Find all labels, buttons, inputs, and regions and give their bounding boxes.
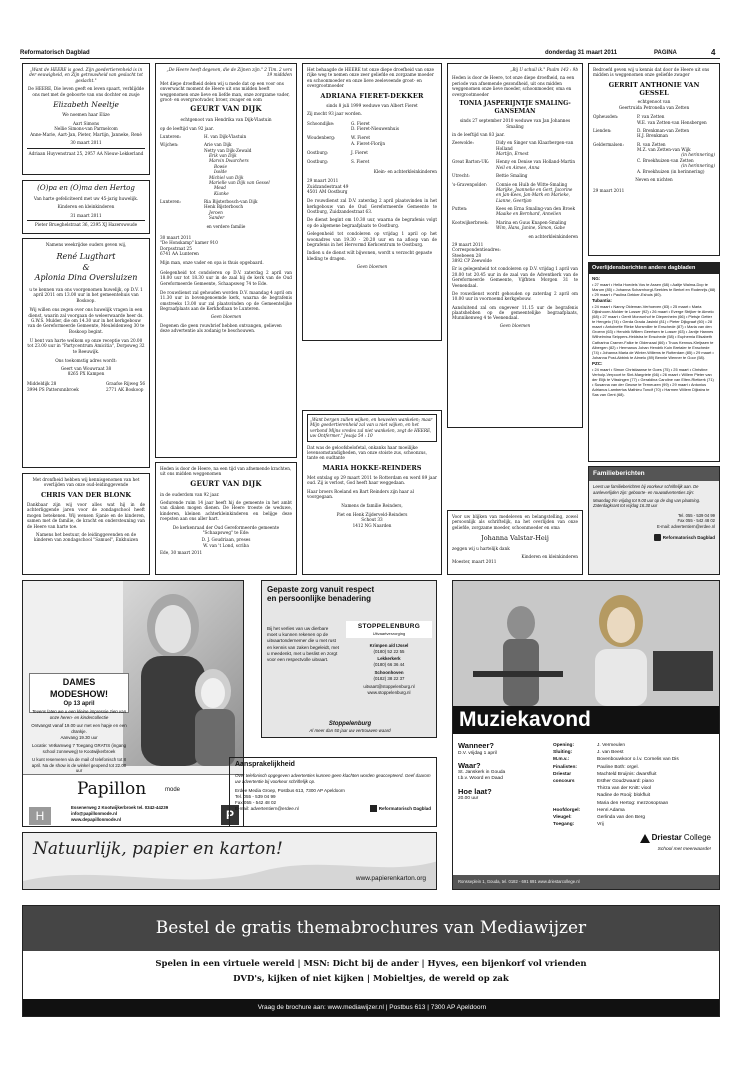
place: Opheusden: xyxy=(593,114,619,120)
birth-announcement xyxy=(22,63,150,175)
relative: M.Z. van Zetten-van Wijk xyxy=(637,147,691,152)
brand-subtitle: mode xyxy=(165,787,181,793)
text: Met diepe droefheid delen wij u mede dat op een voor ons onverwacht moment de Heere uit ons midden heeft weggenomen onze lieve en liefde man, onze zorgzame vader, groot- en overgrootvader, broer, zwager en oom xyxy=(160,80,290,102)
header-date: donderdag 31 maart 2011 xyxy=(545,50,618,56)
text: Mijn man, onze vader en opa is thuis opgebaard. xyxy=(160,260,264,266)
text: U kunt reserveren via de mail of telefonisch tot 8 april. Na de show is de winkel geopend tot 22.00 uur xyxy=(31,756,127,774)
headline: Bestel de gratis themabrochures van Mediawijzer xyxy=(23,906,719,951)
relative: Isolde xyxy=(214,169,227,175)
program-role: Opening: xyxy=(553,743,575,748)
text: Klein- en achterkleinkinderen xyxy=(373,168,437,174)
question: Wanneer? xyxy=(458,741,494,750)
logo-text: Reformatorisch Dagblad xyxy=(378,805,431,811)
wedding-announcement xyxy=(22,238,150,468)
program-row xyxy=(553,764,718,771)
place: Woudenberg: xyxy=(307,135,336,141)
date: Ede, 30 maart 2011 xyxy=(160,550,203,556)
phone: Tel. 055 - 539 04 99 xyxy=(235,794,276,800)
place: Lunteren: xyxy=(160,133,181,139)
age-line: Zij mocht 93 jaar worden. xyxy=(307,111,363,117)
text: Dankbaar zijn wij voor alles wat hij in de achterliggende jaren voor de zondagschool heeft mogen betekenen. Wij wensen Sjanie en de kinderen, samen met de familie, de kracht en ondersteuning van de Heere van harte toe. xyxy=(27,502,145,529)
text: Indien u de dienst wilt bijwonen, wordt u verzocht gepaste kleding te dragen. xyxy=(307,250,433,261)
mediawijzer-ad xyxy=(22,905,720,1017)
deceased-name: CHRIS VAN DER BLONK xyxy=(40,490,132,499)
logo-icon xyxy=(370,805,377,812)
text: Over telefonisch opgegeven advertenties kunnen geen klachten worden geaccepteerd. Geef daarom uw advertentie bij voorkeur schriftelijk op. xyxy=(235,772,431,784)
paper-name: PZC: xyxy=(592,360,603,366)
age-line: in de leeftijd van 83 jaar. xyxy=(452,131,505,137)
program-performer: J. van Beest xyxy=(597,750,624,756)
date: Moester, maart 2011 xyxy=(452,559,497,565)
place: Kootwijkerbroek: xyxy=(452,219,489,225)
parent-address: 2771 AK Boskoop xyxy=(105,386,144,392)
relative: Didy en Singer van Klaarbergen-van Holland xyxy=(496,140,574,151)
text: Leest uw familieberichten bij voorkeur schriftelijk aan. De aanleverlijden zijn: geboorte- en rouwadvertenties zijn: xyxy=(593,484,699,495)
date: 30 maart 2011 xyxy=(160,234,192,240)
other-papers-obituaries xyxy=(588,262,720,462)
address: Dorpsstraat 25 xyxy=(160,245,192,251)
place: Lienden: xyxy=(593,127,612,133)
email: E-mail: advertentiern@erdee.nl xyxy=(235,805,299,811)
program-role: Vleugel: xyxy=(553,814,572,820)
text: in de ouderdom van 92 jaar. xyxy=(160,491,220,497)
family-member: Aart Simons xyxy=(72,120,100,126)
relative: Martijn, Ernest xyxy=(496,151,529,157)
program-role: concours xyxy=(553,778,575,784)
relative-note: (in herinnering) xyxy=(681,152,715,158)
text: Heden is door de Heere, na een tijd van afnemende krachten, uit ons midden weggenomen xyxy=(160,466,292,477)
models-photo xyxy=(123,581,243,766)
deceased-name: TONIA JASPERIJNTJE SMALING-GANSEMAN xyxy=(459,99,571,115)
spouse-line: sinds 27 september 2010 weduwe van Jan Johannes Smaling xyxy=(459,118,571,129)
relative: P. van Zetten xyxy=(637,114,665,120)
program-role xyxy=(553,792,597,799)
program-performer: Machteld Bruijnis: dwarsfluit xyxy=(597,771,657,777)
relative: Maaike en Bernhard, Annelien xyxy=(496,211,562,217)
anniversary-announcement xyxy=(22,180,150,234)
text: Van harte gefeliciteerd met uw 45-jarig huwelijk. xyxy=(33,195,139,201)
email: E-mail: advertentiern@erdee.nl xyxy=(656,523,715,529)
footer-address: Ronsseplein 1, Gouda, tel. 0182 - 691 691 www.driestarcollege.nl xyxy=(453,875,720,889)
date: 29 maart 2011 xyxy=(307,178,339,184)
relative: Henk Bijsterbosch xyxy=(204,204,244,210)
music-evening-ad xyxy=(452,580,720,890)
text: De rouwdienst zal D.V. zaterdag 2 april plaatsvinden in het kerkgebouw van de Oud Gereformeerde Gemeente te Oostburg, Zuidzandestraat 63. xyxy=(307,198,437,215)
place: Great Barton-UK: xyxy=(452,159,490,165)
musicians-illustration xyxy=(453,581,720,706)
ampersand: & xyxy=(82,262,90,272)
program-performer: Gerlinda van den Berg xyxy=(597,814,645,820)
relative: Sander xyxy=(209,215,225,221)
section-title: Familieberichten xyxy=(589,467,719,481)
question: Hoe laat? xyxy=(458,786,492,796)
relative: D. Brenkman-van Zetten xyxy=(637,127,690,133)
phone: (0180) 52 22 55 xyxy=(373,648,405,654)
no-flowers: Geen bloemen xyxy=(356,264,388,270)
text: u te kennen van ons voorgenomen huwelijk, op D.V. 1 april 2011 om 13.00 uur in het gemeentehuis van Boskoop. xyxy=(29,287,143,303)
signature: W. van 't Lond, scriba xyxy=(203,542,249,548)
program-row xyxy=(553,821,718,828)
phone: (0180) 66 36 44 xyxy=(373,662,405,668)
bride-name: Aplonia Dina Oversluizen xyxy=(34,272,138,282)
spouse-line: echtgenoot van xyxy=(637,99,671,105)
brand-name: Driestar xyxy=(651,833,682,842)
relative: H. van Dijk-Vlastuin xyxy=(204,133,247,139)
text: Er is gelegenheid tot condoleren op D.V. vrijdag 1 april van 20.00 tot 20.45 uur in de zaal van de Adventkerk van de Gereformeerde Gemeente, Vijfhten Morgen 31 te Veenendaal. xyxy=(452,266,578,288)
address: 4501 AM Oostburg xyxy=(307,188,348,194)
obituary-geurt-van-dijk-family xyxy=(155,63,297,458)
signature: D. J. Goudriaan, preses xyxy=(201,537,251,543)
logo-text: Reformatorisch Dagblad xyxy=(662,534,715,540)
text: zeggen wij u hartelijk dank xyxy=(452,546,510,552)
text: Neven en nichten xyxy=(635,176,673,182)
fax: Fax 055 - 542 48 02 xyxy=(235,799,277,805)
deceased-name: ADRIANA FIERET-DEKKER xyxy=(320,91,424,100)
no-flowers: Geen bloemen xyxy=(499,322,531,328)
obituary-tonia-smaling xyxy=(447,63,583,428)
address: Geert van Wouwraat 38 xyxy=(60,365,112,371)
program-row xyxy=(553,778,718,785)
program-row xyxy=(553,771,718,778)
website: www.depapillonmode.nl xyxy=(71,817,122,823)
no-flowers: Geen bloemen xyxy=(210,314,242,320)
program-row xyxy=(553,814,718,821)
deceased-name: MARIA HOKKE-REINDERS xyxy=(322,463,422,472)
date: 31 maart 2011 xyxy=(70,212,102,218)
headline: Gepaste zorg vanuit respect en persoonlijke benadering xyxy=(267,585,375,604)
deceased-name: Johanna Valstar-Heij xyxy=(481,534,549,543)
thank-you-announcement xyxy=(447,510,583,575)
quote: „De Heere heeft degeven, die de Zijnen zijn." 2 Tim. 2 vers 19 middden xyxy=(166,67,292,78)
relative: S. Fieret xyxy=(351,159,370,165)
slogan: Natuurlijk, papier en karton! xyxy=(33,839,283,859)
quote: „Want de HEERE is goed. Zijn goedertierenheid is in der eeuwigheid, en Zijn getrouwheid van geslacht tot geslacht." xyxy=(29,67,143,83)
text: Bedroefd geven wij u kennis dat door de Heere uit ons midden is weggenomen onze geliefde zwager xyxy=(593,67,710,78)
text: Maandag t/m vrijdag tot 9.00 uur op de dag van plaatsing. Zaterdagkrant tot vrijdag 16.30 uur xyxy=(593,498,701,509)
relative: Jeroen xyxy=(209,209,223,215)
parent-address: 3994 PS Pattersnnbroek xyxy=(27,386,79,392)
parent-address: Middeldijk 28 xyxy=(27,381,57,387)
answer: D.V. vrijdag 1 april xyxy=(458,750,497,756)
child-name: Elizabeth Neeltje xyxy=(53,99,119,109)
relative: J. Fieret xyxy=(351,150,368,156)
obituary-list: • 24 maart • Nanny Oldeman-Verhoeven (83) • 25 maart • Maria Dijkshoorn-Molder te Losser (92) • 26 maart • Everge Strijker te Almelo (68) • 27 maart • Gerrit Monrunhof te Diepenheim (66) • Pietsje Getter te Hengelo (74) • Gerda Grada Jasinki (81) • Pieter Dijkgraaf (60) • 28 maart • Antoinette Rieke Morsmilier te Enschede (87) • Maria van den Groenn (63) • Hendrik Willem Geertsen te Losser (63) • Jantje Hannes Wilhelmina Seippers-Heldstra te Enschede (58) • Euphemia Elisabeth Catharina Cramer-Falke te Oldenzaal (66) • Truus Kennus-Kleijssen te Albergen (82) • Hermanus Johan Hendrik Kuin Bretaler te Enschede (74) • Johanna Maria de Winter-Willems te Rotterdam (85) • 29 maart • Johanna Post-Abbink te Almelo (89) Bennie Wenner te Goor (58). xyxy=(592,303,714,360)
obituary-gerrit-van-gessel xyxy=(588,63,720,256)
relative: W. Fieret xyxy=(351,135,371,141)
place: 's-Gravenpolder: xyxy=(452,181,488,187)
page-label: PAGINA xyxy=(654,50,677,56)
address: Zuidzandestraat 49 xyxy=(307,183,349,189)
place: Oostburg: xyxy=(307,150,329,156)
place: Putten: xyxy=(452,206,468,212)
relative: Wim, Hans, Janine, Simon, Gabe xyxy=(496,225,565,231)
phone: Tel. 055 - 539 04 99 xyxy=(677,512,715,518)
relative: Kianke xyxy=(214,190,229,196)
text: Ontvangst vanaf 19.00 uur met een hapje en een drankje. xyxy=(31,722,127,734)
brochure-list: DVD's, kijken of niet kijken | Mobieltjes, de wereld op zak xyxy=(233,973,509,984)
paper-name: Reformatorisch Dagblad xyxy=(20,50,90,56)
obituary-list: • 24 maart • Simon Christiaanse te Goes (75) • 25 maart • Christine Verholp-Verpoort te Sint-Margriete (66) • 26 maart • Willem Pieter van der Elijk te Vlissingen (77) • Geraldina Caroline van Elten-Rietkerk (71) • Susanna van der Geuwe te Terneuzen (99) • 29 maart • Antonius Adrianus Lambertus Mathieu Toncif (70) • Harmen Willem Dijkstra te Sas van Gent (68). xyxy=(592,366,714,398)
address: 3892 CP Zeewolde xyxy=(452,258,492,264)
brand-name: Stoppelenburg xyxy=(328,720,372,727)
signature: Namens het bestuur, de leidinggevenden en de kinderen van zondagschool "Samuel", Enkhuizen xyxy=(33,531,139,543)
date: 29 maart 2011 xyxy=(593,188,625,194)
deceased-name: GERRIT ANTHONIE VAN GESSEL xyxy=(608,80,700,98)
program-row xyxy=(553,749,718,756)
relative: Henny en Denise van Holland-Martin xyxy=(496,159,576,165)
program-row xyxy=(553,792,718,799)
address: "De Honskamp" kamer 910 xyxy=(160,240,218,246)
obituary-adriana-fieret xyxy=(302,63,442,341)
program-role: Toegang: xyxy=(553,822,575,828)
text: en verdere familie xyxy=(206,223,246,229)
date: 30 maart 2011 xyxy=(70,139,102,145)
order-info: Vraag de brochure aan: www.mediawijzer.nl | Postbus 613 | 7300 AP Apeldoorn xyxy=(23,999,720,1016)
deceased-name: GEURT VAN DIJK xyxy=(190,478,262,488)
text: De dienst begint om 10.30 uur, waarna de begrafenis volgt op de algemene begraafplaats te Oostburg. xyxy=(307,217,437,228)
text: Gedurende ruim 14 jaar heeft hij de gemeente in het ambt van diaken mogen dienen. De Heere troeste de weduwe, kinderen, kleinen achterkleinkinderen en belijge deze roepsten aan ons aller hart. xyxy=(160,500,292,522)
h-logo-icon: H xyxy=(29,807,51,825)
paper-name: Tubantia: xyxy=(592,298,612,304)
program-row xyxy=(553,800,718,807)
program-role: Finalisten: xyxy=(553,764,577,770)
obituary-maria-hokke xyxy=(302,410,442,575)
relative: G. Fieret xyxy=(351,120,370,126)
relative: Connie en Huib de Witte-Smaling xyxy=(496,181,568,187)
motto: School met meerwaarde! xyxy=(657,847,711,852)
address: Adriaan Huyvenstraat 25, 2957 AA Nieuw-Lekkerland xyxy=(27,148,145,156)
program-performer: J. Vermeulen xyxy=(597,743,625,748)
groom-name: René Lugthart xyxy=(56,252,116,262)
brand-name: STOPPELENBURG xyxy=(357,623,421,630)
relative: A. Fieret-Florijn xyxy=(351,140,386,146)
text: De rouwdienst zal gehouden worden D.V. maandag 4 april om 11.30 uur in bovengenoemde kerk, waarna de begrafenis omstreeks 13.00 uur zal plaatsvinden op de Gemeentelijke Begraafplaats aan de Kerkhoflaan te Lunteren. xyxy=(160,289,292,312)
brand-subtitle: Uitvaartverzorging xyxy=(372,631,406,637)
quote: „Bij U schuil ik." Psalm 143 : 9b xyxy=(510,67,578,72)
program-row xyxy=(553,756,718,763)
text: Bij het verlies van uw dierbare moet u kunnen rekenen op de uitvaartondernemer die u met rust en kennis van zaken begeleidt, met u meedenkt, met u beslist en zorgt voor een respectvolle uitvaart. xyxy=(267,626,340,662)
place: Schoondijke: xyxy=(307,120,335,126)
location: Krimpen a/d IJssel xyxy=(369,643,409,648)
obituary-geurt-van-dijk-church xyxy=(155,462,297,575)
program-performer: Henri Adama xyxy=(597,807,625,813)
program-performer: Pauline Both: orgel. xyxy=(597,764,639,770)
paper-name: NG: xyxy=(592,276,601,282)
text: Heden is door de Heere, tot onze diepe droefheid, na een periode van afnemende gezondheid, uit ons midden weggenomen onze lieve moeder, schoonmoeder, oma en overgrootmoeder xyxy=(452,75,575,97)
relative: W.E. van Zetten-van Hensbergen xyxy=(637,119,707,125)
answer: 20.00 uur xyxy=(458,796,479,802)
place: Utrecht: xyxy=(452,173,470,179)
brand-subtitle: College xyxy=(683,833,711,842)
title: (O)pa en (O)ma den Hertog xyxy=(37,184,135,192)
location: Lekkerkerk xyxy=(377,656,401,662)
program-performer: Vrij xyxy=(597,822,604,828)
people-illustration xyxy=(123,581,243,766)
question: Waar? xyxy=(458,760,481,770)
logo-icon xyxy=(654,534,661,541)
program-row xyxy=(553,742,718,749)
program-row xyxy=(553,785,718,792)
relative: Kees en Erna Smaling-van den Broek xyxy=(496,206,576,212)
paper-cardboard-ad xyxy=(22,832,437,890)
signature: Piet en Henk Zijderveld-Reinders xyxy=(336,511,408,517)
text: Dat was de geloofsbelofetal, onkanks haar moeilijke levensomstandigheden, van onze stoiste zus, schoonzus, tante en oudtante xyxy=(307,444,427,461)
relative: Bowie xyxy=(214,163,228,169)
program-role xyxy=(553,785,597,792)
text: Met ontslag op 29 maart 2011 te Rotterdam en werd 89 jaar oud. Zij is verlost, God heeft haar weggedaan. xyxy=(307,474,437,486)
program-role xyxy=(553,800,597,807)
address: 1412 NG Naarden xyxy=(352,522,392,528)
nickname: We noemen haar Elize xyxy=(62,112,110,118)
event-date: Op 13 april xyxy=(63,701,95,708)
liability-notice xyxy=(229,757,437,827)
relative: Marvin Dwarchers xyxy=(209,158,249,164)
family-announcements-info xyxy=(588,466,720,575)
parent-address: Graafse Rijweg 56 xyxy=(105,381,145,387)
spouse-line: sinds 8 juli 1999 weduwe van Albert Fieret xyxy=(326,102,418,108)
email: uitvaart@stoppelenburg.nl xyxy=(363,684,415,690)
text: Ons toekomstig adres wordt: xyxy=(55,358,117,364)
slogan: Al meer dan 50 jaar uw vertrouwen waard xyxy=(309,728,391,734)
date: 29 maart 2011 xyxy=(452,241,484,247)
program-list xyxy=(553,742,718,828)
place: Wijchen: xyxy=(160,142,179,148)
relative-note: (in herinnering) xyxy=(681,163,715,169)
quote: „Want bergen zullen wijken, en heuvelen wankelen; maar Mijn goedertierenheid zal van u niet wijken, en het verbond Mijns vredes zal niet wankelen, zegt de HEERE, uw Ontfermer." Jesaja 54 : 10 xyxy=(307,414,437,442)
brochure-list: Spelen in een virtuele wereld | MSN: Dicht bij de ander | Hyves, een bijenkorf vol vrienden xyxy=(155,959,587,969)
spouse-line: echtgenoot van Hendrika van Dijk-Vlastuin xyxy=(180,117,272,123)
text: Gelegenheid tot condoleren op vrijdag 1 april op het woonadres van 19.30 - 20.20 uur en na afloop van de begrafenis in het Hervormd Kerkcentrum te Oostburg. xyxy=(307,231,437,247)
spouse-line: Geertruida Petronella van Zetten xyxy=(618,104,690,110)
program-performer: Nadine de Rooij: blokfluit xyxy=(597,793,651,799)
relative: Ria Bijsterbosch-van Dijk xyxy=(204,199,258,205)
program-performer: Esther Goudzwaard: piano xyxy=(597,778,654,784)
program-role: M.m.v.: xyxy=(553,757,570,763)
brand-name: Papillon xyxy=(77,779,147,799)
address: Schout 33 xyxy=(361,517,383,523)
program-performer: Maria den Hertog: mezzosopraan xyxy=(597,800,669,806)
announcement-text: De HEERE, Die leven geeft en leven spaart, verblijdde ons met met de geboorte van ons dochter en zusje xyxy=(28,86,144,97)
relative: R. van Zetten xyxy=(637,141,666,147)
program-performer: Thirza van der Knitt: viool xyxy=(597,786,652,792)
signature: Namens de familie Reinders, xyxy=(341,503,403,509)
address: Steebeeen 28 xyxy=(452,252,481,258)
relative: Marijke, Joannelie en Gert, Jacorine en Jan-Kees, Jan-Mark en Marieke, Lianne, Geertjan xyxy=(496,186,573,203)
condolence-announcement xyxy=(22,473,150,575)
phone: (0182) 38 22 37 xyxy=(373,675,405,681)
intro: Namens weekrijdse ouders geven wij, xyxy=(45,242,127,247)
text: Gelegenheid tot condoleren op D.V. zaterdag 2 april van 18.00 uur tot 18.30 uur in de zaal bij de kerk van de Oud Gereformeerde Gemeente, Schaapsweg 74 te Ede. xyxy=(160,269,292,286)
driestar-logo-icon xyxy=(640,834,650,843)
family-member: Nellie Simons-van Parmelcom xyxy=(54,126,118,132)
text: De rouwdienst wordt gehouden op zaterdag 2 april om 10.00 uur in voornoemd kerkgebouw. xyxy=(452,290,578,302)
text: en achterkleinkinderen xyxy=(528,233,578,239)
relative: Marielle van Dijk van Gessel xyxy=(209,179,270,185)
fax: Fax 055 - 542 48 02 xyxy=(677,518,715,524)
address: 8265 PX Kampen xyxy=(67,370,105,376)
text: Degenen die geen rouwbrief hebben ontvangen, gelieven deze advertentie als zodanig te beschouwen. xyxy=(160,322,282,334)
place: Geldermalsen: xyxy=(593,141,624,147)
section-title: Aansprakelijkheid xyxy=(235,761,295,768)
relative: H.J. Brenkman xyxy=(637,133,668,139)
headline: DAMES MODESHOW! xyxy=(50,677,108,699)
text: Het behaagde de HEERE tot onze diepe droefheid van onze rijke weg te nemen onze zeer geliefde en zorgzame moeder en schoonmoeder en onze lieve zeeleveende groot- en overgrootmoeder xyxy=(307,67,434,89)
text: Aanvang 19.30 uur xyxy=(60,734,98,740)
place: Lunteren: xyxy=(160,199,181,205)
email: info@papillonmode.nl xyxy=(71,811,117,817)
relative: Marina en Guus Knapen-Smaling xyxy=(496,219,567,225)
relative: Bettie Smaling xyxy=(496,173,528,179)
page-number: 4 xyxy=(711,48,716,57)
event-title: Muziekavond xyxy=(453,706,720,734)
obituary-list: • 27 maart • Helia Hoedels Vos te Assen (68) • Aaltje Walma-Dop te Marum (85) • Johanna Scharnhorgt-Seekles te Berkel en Rodenrijs (88) • 29 maart • Paulina Dekker-Eshuis (80). xyxy=(592,281,716,298)
relative: C. Broekhuizen-van Zetten xyxy=(637,157,694,163)
papillon-ad xyxy=(22,580,244,827)
address: Pieter Brueghelstraat 36, 2395 XJ Hazerswoude xyxy=(27,220,145,227)
address: Erdee Media Groep, Postbus 613, 7300 AP Apeldoorn xyxy=(235,788,345,794)
location: Schoonhoven xyxy=(374,669,404,675)
text: Voor uw blijken van medeleven en belangstelling, zowel persoonlijk als schriftelijk, na het overlijden van onze geliefde, zorgzame moeder, schoonmoeder en oma xyxy=(452,514,578,530)
text: Aansluitend zal om ongeveer 11.15 uur de begrafenis plaatshebben op de gemeentelijke begraafplaats, Munnikenweg 4 te Veenendaal. xyxy=(452,304,578,321)
parking-icon: P xyxy=(221,805,239,825)
text: Met dronfheid hebben wij kennisgenomen van het overlijden van onze oud-leidinggevende xyxy=(32,477,140,488)
relative: A. Broekhuizen (in herinnering) xyxy=(637,168,705,174)
address: Correspondentieadres: xyxy=(452,247,501,253)
program-row xyxy=(553,807,718,814)
deceased-name: GEURT VAN DIJK xyxy=(190,104,262,114)
address: 6741 AA Lunteren xyxy=(160,251,199,257)
section-title: Overlijdensberichten andere dagbladen xyxy=(589,263,719,274)
signature: Kinderen en kleinkinderen xyxy=(521,553,578,559)
relative: D. Fieret-Nieuwenhuis xyxy=(351,125,399,131)
website[interactable]: www.papierenkarton.org xyxy=(355,874,426,882)
program-role: Sluiting: xyxy=(553,750,573,756)
website: www.stoppelenburg.nl xyxy=(367,690,411,696)
relative: Michiel van Dijk xyxy=(209,174,244,180)
musicians-photo xyxy=(453,581,720,706)
place: Zeewolde: xyxy=(452,140,474,146)
text: Tevens laten we u een kleine impressie zien van onze heren- en kindercollectie xyxy=(31,709,127,720)
text: Haar broers Roeland en Bart Reinders zijn haar al voorgegaan. xyxy=(307,488,414,500)
relative: Neil en Aimee, Anna xyxy=(496,164,540,170)
signature: Kinderen en kleinkinderen xyxy=(57,204,115,210)
relative: Erik van Dijk xyxy=(209,153,237,159)
relative: Arie van Dijk xyxy=(204,142,232,148)
text: De kerkenraad der Oud Gereformeerde gemeente "Schaapsweg" te Ede: xyxy=(172,524,280,535)
location: Locatie: Vetkamweg 7 Toegang GRATIS (ingang school zonneweg) te Kootwijkerbroek xyxy=(31,742,127,754)
stoppelenburg-ad xyxy=(261,580,437,738)
program-role: Driestar xyxy=(553,771,572,777)
address: Essenerweg 2 Kootwijkerbroek tel. 0342-44239 xyxy=(71,805,169,810)
answer: St. Janskerk in Gouda xyxy=(458,770,506,776)
family-member: Anne-Marie, Aart-Jan, Pieter, Martijn, Janneke, René xyxy=(30,131,142,137)
program-role: Hoofdorgel: xyxy=(553,807,581,813)
program-performer: Bovenbouwkoor o.l.v. Cornelis van Dis xyxy=(597,757,679,763)
text: U bent van harte welkom op onze receptie van 20.00 tot 23.00 uur in "Partycentrum Amicitia", Dorpsweg 32 te Reeuwijk. xyxy=(27,338,145,354)
answer: t.b.v. Woord en Daad xyxy=(458,776,503,782)
text: Wij willen ons zegen over ons huwelijk vragen in een dienst, waarin zal voorgaan de weleerwaarde heer ds. G.W.S. Mulder, die om 14.30 uur in het kerkgebouw van de Gereformeerde Gemeente, Meuleldenweg 30 te Boskoop begint. xyxy=(27,307,145,334)
place: Oostburg: xyxy=(307,159,329,165)
relative: Mead xyxy=(214,185,226,191)
relative: Netty van Dijk-Zewald xyxy=(204,147,252,153)
age-line: op de leeftijd van 92 jaar. xyxy=(160,125,214,131)
